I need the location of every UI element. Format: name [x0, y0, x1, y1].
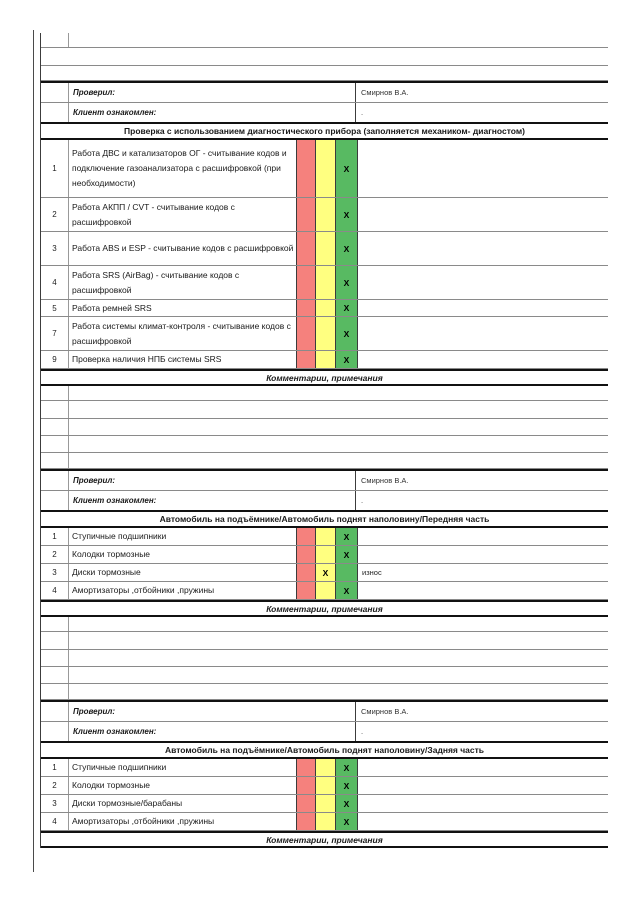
- item-number: 3: [41, 795, 69, 812]
- status-cell-red: [296, 582, 316, 599]
- status-cell-red: [296, 564, 316, 581]
- checklist-row: [41, 582, 608, 600]
- item-number: 5: [41, 300, 69, 316]
- empty-comment-row: [41, 632, 608, 650]
- status-cell-green: [336, 317, 358, 350]
- checked-by-label: Проверил:: [69, 702, 356, 721]
- status-cell-yellow: [316, 198, 336, 231]
- section-lift-rear: [41, 741, 608, 831]
- signature-row: [41, 103, 608, 122]
- status-cell-green: [336, 528, 358, 545]
- status-cell-yellow: [316, 266, 336, 299]
- status-mark: X: [343, 798, 350, 809]
- note-text: износ: [362, 568, 382, 577]
- client-ack-label: Клиент ознакомлен:: [69, 103, 356, 122]
- comments-block: [41, 369, 608, 469]
- item-description: Работа ремней SRS: [72, 302, 152, 313]
- status-cell-green: [336, 813, 358, 830]
- section-diagnostics: [41, 122, 608, 369]
- item-number: 9: [41, 351, 69, 368]
- status-cell-red: [296, 813, 316, 830]
- item-description: Работа ДВС и катализаторов ОГ - считывание кодов и подключение газоанализатора с расшифровкой (при необходимости): [72, 148, 287, 188]
- item-description: Амортизаторы ,отбойники ,пружины: [72, 816, 215, 826]
- item-number: 4: [41, 813, 69, 830]
- item-number: 4: [41, 582, 69, 599]
- row-number-cell: [41, 650, 69, 666]
- signature-block: [41, 469, 608, 510]
- status-cell-red: [296, 351, 316, 368]
- status-cell-green: [336, 300, 358, 316]
- empty-cell: [69, 401, 608, 418]
- inspector-name: Смирнов В.А.: [361, 476, 409, 485]
- empty-comment-row: [41, 419, 608, 436]
- checklist-row: [41, 351, 608, 369]
- note-cell: [358, 777, 608, 794]
- status-cell-green: [336, 564, 358, 581]
- signature-block: [41, 81, 608, 122]
- inspector-name: Смирнов В.А.: [361, 88, 409, 97]
- client-ack-value: .: [361, 108, 364, 117]
- signature-row: [41, 722, 608, 741]
- checklist-row: [41, 795, 608, 813]
- row-number-cell: [41, 33, 69, 47]
- note-cell: [358, 351, 608, 368]
- empty-cell: [69, 419, 608, 435]
- signature-row: [41, 83, 608, 103]
- comments-header: Комментарии, примечания: [41, 600, 608, 617]
- row-number-cell: [41, 722, 69, 741]
- empty-comment-row: [41, 401, 608, 419]
- checklist-row: [41, 759, 608, 777]
- inspector-name: Смирнов В.А.: [361, 707, 409, 716]
- note-cell: [358, 564, 608, 581]
- item-number: 2: [41, 198, 69, 231]
- status-cell-yellow: [316, 300, 336, 316]
- checklist-row: [41, 232, 608, 266]
- item-description: Работа системы климат-контроля - считывание кодов с расшифровкой: [72, 320, 291, 346]
- signature-row: [41, 702, 608, 722]
- note-cell: [358, 232, 608, 265]
- status-cell-yellow: [316, 759, 336, 776]
- item-number: 1: [41, 759, 69, 776]
- form-table: [40, 33, 608, 848]
- status-mark: X: [343, 780, 350, 791]
- status-cell-red: [296, 232, 316, 265]
- item-description: Проверка наличия НПБ системы SRS: [72, 354, 222, 364]
- status-mark: X: [343, 531, 350, 542]
- status-mark: X: [343, 328, 350, 339]
- client-ack-label: Клиент ознакомлен:: [69, 491, 356, 510]
- row-number-cell: [41, 491, 69, 510]
- empty-cell: [69, 453, 608, 468]
- checklist-row: [41, 198, 608, 232]
- checklist-row: [41, 140, 608, 198]
- status-mark: X: [343, 762, 350, 773]
- item-number: 3: [41, 232, 69, 265]
- checklist-row: [41, 528, 608, 546]
- checklist-row: [41, 813, 608, 831]
- status-cell-red: [296, 198, 316, 231]
- status-cell-yellow: [316, 777, 336, 794]
- item-description: Диски тормозные: [72, 567, 141, 577]
- empty-comment-row: [41, 667, 608, 684]
- empty-comment-row: [41, 617, 608, 632]
- item-description: Колодки тормозные: [72, 780, 151, 790]
- status-cell-green: [336, 777, 358, 794]
- item-number: 4: [41, 266, 69, 299]
- item-description: Диски тормозные/барабаны: [72, 798, 183, 808]
- empty-cell: [69, 33, 608, 47]
- row-number-cell: [41, 83, 69, 102]
- status-mark: X: [343, 585, 350, 596]
- empty-cell: [69, 632, 608, 649]
- item-description: Работа SRS (AirBag) - считывание кодов с расшифровкой: [72, 269, 240, 295]
- row-number-cell: [41, 684, 69, 699]
- row-number-cell: [41, 419, 69, 435]
- empty-comment-row: [41, 386, 608, 401]
- note-cell: [358, 266, 608, 299]
- note-cell: [358, 813, 608, 830]
- item-number: 2: [41, 777, 69, 794]
- checklist-row: [41, 266, 608, 300]
- status-cell-yellow: [316, 564, 336, 581]
- comments-block: [41, 600, 608, 700]
- status-cell-green: [336, 140, 358, 197]
- note-cell: [358, 546, 608, 563]
- status-cell-yellow: [316, 582, 336, 599]
- status-cell-green: [336, 198, 358, 231]
- item-number: 1: [41, 528, 69, 545]
- client-ack-value: .: [361, 727, 364, 736]
- status-cell-red: [296, 140, 316, 197]
- comments-block: [41, 831, 608, 848]
- status-cell-green: [336, 546, 358, 563]
- empty-cell: [69, 650, 608, 666]
- note-cell: [358, 198, 608, 231]
- status-cell-yellow: [316, 351, 336, 368]
- empty-cell: [69, 667, 608, 683]
- row-number-cell: [41, 453, 69, 468]
- status-cell-green: [336, 759, 358, 776]
- empty-comment-row: [41, 33, 608, 48]
- item-description: Колодки тормозные: [72, 549, 151, 559]
- note-cell: [358, 528, 608, 545]
- row-number-cell: [41, 617, 69, 631]
- checklist-row: [41, 777, 608, 795]
- signature-row: [41, 471, 608, 491]
- item-number: 7: [41, 317, 69, 350]
- empty-comment-row: [41, 436, 608, 453]
- status-cell-red: [296, 300, 316, 316]
- status-cell-green: [336, 232, 358, 265]
- note-cell: [358, 582, 608, 599]
- empty-comment-row: [41, 48, 608, 66]
- status-cell-green: [336, 266, 358, 299]
- status-cell-yellow: [316, 795, 336, 812]
- comments-header: Комментарии, примечания: [41, 831, 608, 848]
- note-cell: [358, 317, 608, 350]
- status-mark: X: [343, 354, 350, 365]
- status-cell-green: [336, 795, 358, 812]
- row-number-cell: [41, 436, 69, 452]
- empty-comment-row: [41, 650, 608, 667]
- signature-row: [41, 491, 608, 510]
- empty-cell: [41, 48, 608, 65]
- signature-block: [41, 700, 608, 741]
- item-description: Работа АКПП / CVT - считывание кодов с расшифровкой: [72, 201, 235, 227]
- empty-comment-row: [41, 684, 608, 700]
- checked-by-label: Проверил:: [69, 471, 356, 490]
- note-cell: [358, 795, 608, 812]
- status-mark: X: [343, 277, 350, 288]
- client-ack-value: .: [361, 496, 364, 505]
- empty-cell: [69, 684, 608, 699]
- item-number: 3: [41, 564, 69, 581]
- section-title: Проверка с использованием диагностического прибора (заполняется механиком- диагностом): [41, 122, 608, 140]
- status-mark: X: [322, 567, 329, 578]
- status-cell-green: [336, 582, 358, 599]
- status-mark: X: [343, 163, 350, 174]
- empty-cell: [69, 386, 608, 400]
- item-number: 1: [41, 140, 69, 197]
- section-title: Автомобиль на подъёмнике/Автомобиль поднят наполовину/Задняя часть: [41, 741, 608, 759]
- note-cell: [358, 300, 608, 316]
- empty-comment-row: [41, 453, 608, 469]
- checklist-row: [41, 300, 608, 317]
- status-cell-red: [296, 759, 316, 776]
- status-cell-yellow: [316, 813, 336, 830]
- section-title: Автомобиль на подъёмнике/Автомобиль поднят наполовину/Передняя часть: [41, 510, 608, 528]
- status-mark: X: [343, 303, 350, 313]
- row-number-cell: [41, 667, 69, 683]
- client-ack-label: Клиент ознакомлен:: [69, 722, 356, 741]
- status-mark: X: [343, 243, 350, 254]
- status-cell-yellow: [316, 546, 336, 563]
- item-description: Амортизаторы ,отбойники ,пружины: [72, 585, 215, 595]
- comments-header: Комментарии, примечания: [41, 369, 608, 386]
- status-cell-red: [296, 317, 316, 350]
- item-description: Ступичные подшипники: [72, 531, 167, 541]
- row-number-cell: [41, 702, 69, 721]
- item-description: Ступичные подшипники: [72, 762, 167, 772]
- page-gutter-line: [33, 30, 34, 872]
- status-cell-red: [296, 546, 316, 563]
- row-number-cell: [41, 632, 69, 649]
- section-lift-front: [41, 510, 608, 600]
- status-cell-yellow: [316, 317, 336, 350]
- empty-comment-row: [41, 66, 608, 81]
- checked-by-label: Проверил:: [69, 83, 356, 102]
- status-mark: X: [343, 549, 350, 560]
- empty-cell: [69, 617, 608, 631]
- checklist-row: [41, 564, 608, 582]
- empty-cell: [69, 436, 608, 452]
- status-cell-red: [296, 795, 316, 812]
- status-mark: X: [343, 209, 350, 220]
- checklist-row: [41, 317, 608, 351]
- checklist-row: [41, 546, 608, 564]
- row-number-cell: [41, 471, 69, 490]
- status-cell-green: [336, 351, 358, 368]
- status-cell-red: [296, 528, 316, 545]
- status-cell-red: [296, 266, 316, 299]
- row-number-cell: [41, 103, 69, 122]
- row-number-cell: [41, 401, 69, 418]
- item-number: 2: [41, 546, 69, 563]
- note-cell: [358, 140, 608, 197]
- status-cell-yellow: [316, 232, 336, 265]
- item-description: Работа ABS и ESP - считывание кодов с расшифровкой: [72, 243, 294, 253]
- empty-cell: [41, 66, 608, 80]
- status-cell-yellow: [316, 140, 336, 197]
- status-cell-red: [296, 777, 316, 794]
- row-number-cell: [41, 386, 69, 400]
- status-cell-yellow: [316, 528, 336, 545]
- note-cell: [358, 759, 608, 776]
- status-mark: X: [343, 816, 350, 827]
